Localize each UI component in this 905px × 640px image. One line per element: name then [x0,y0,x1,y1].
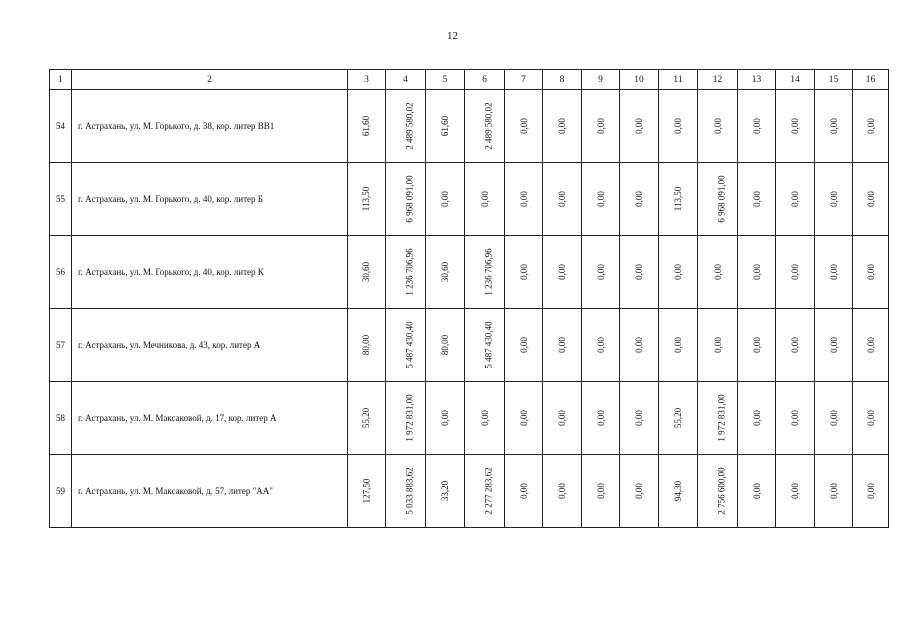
value-cell [426,455,465,528]
value-cell [776,455,815,528]
table-row [50,309,889,382]
value-cell [620,163,659,236]
address-cell: г. Астрахань, ул. М. Максаковой, д. 57, литер "АА" [72,455,348,528]
value-text: 0,00 [595,410,606,426]
value-cell [776,309,815,382]
header-cell: 6 [465,70,505,90]
value-text: 0,00 [557,483,567,499]
value-text: 0,00 [712,118,723,134]
address-cell: г. Астрахань, ул. Мечникова, д. 43, кор. литер А [72,309,348,382]
value-text: 6 968 091,00 [404,175,415,223]
header-cell: 1 [50,70,72,90]
address-cell: г. Астрахань, ул. М. Максаковой, д. 17, кор. литер А [72,382,348,455]
value-cell [659,382,698,455]
value-text: 0,00 [634,191,644,207]
value-text: 0,00 [828,118,839,134]
value-cell [348,163,386,236]
value-text: 5 033 883,62 [404,467,415,515]
value-cell [698,236,738,309]
value-text: 0,00 [518,483,529,499]
value-cell [543,163,582,236]
value-cell [815,382,853,455]
table-row [50,382,889,455]
value-cell [465,455,505,528]
value-cell [386,163,426,236]
value-cell [582,382,620,455]
value-text: 0,00 [828,337,839,353]
value-cell [465,382,505,455]
value-cell [698,309,738,382]
value-cell [426,163,465,236]
header-cell: 9 [582,70,620,90]
value-text: 0,00 [518,410,529,426]
value-cell [505,90,543,163]
value-cell [776,163,815,236]
value-text: 0,00 [479,410,490,426]
value-text: 0,00 [595,118,606,134]
value-cell [582,90,620,163]
table-row [50,163,889,236]
value-cell [853,382,889,455]
value-text: 94,30 [673,480,683,502]
value-cell [505,382,543,455]
value-text: 0,00 [557,191,567,207]
value-cell [505,163,543,236]
value-text: 0,00 [673,337,683,353]
value-cell [543,90,582,163]
value-cell [348,455,386,528]
value-cell [853,309,889,382]
value-text: 0,00 [634,118,644,134]
value-cell [348,236,386,309]
value-cell [505,455,543,528]
value-cell [659,90,698,163]
value-text: 0,00 [865,410,876,426]
value-text: 0,00 [557,118,567,134]
value-text: 2 756 600,00 [716,467,727,515]
value-cell [659,455,698,528]
value-cell [815,455,853,528]
value-cell [386,455,426,528]
value-text: 2 489 580,02 [483,102,494,150]
value-text: 5 487 430,40 [404,321,415,369]
value-text: 113,50 [361,186,372,212]
table-row [50,236,889,309]
value-text: 0,00 [751,337,762,353]
value-text: 113,50 [672,186,683,212]
value-text: 61,60 [440,115,450,137]
value-text: 80,00 [440,334,450,356]
value-cell [505,309,543,382]
table-body [50,90,889,528]
value-cell [659,309,698,382]
value-text: 0,00 [634,264,644,280]
header-cell: 12 [698,70,738,90]
value-text: 0,00 [440,410,450,426]
value-cell [543,455,582,528]
value-text: 2 277 283,62 [483,467,494,515]
header-row [50,70,889,90]
value-cell [465,309,505,382]
header-cell: 8 [543,70,582,90]
header-cell: 16 [853,70,889,90]
value-cell [465,90,505,163]
value-cell [620,90,659,163]
value-cell [426,236,465,309]
table-row [50,455,889,528]
address-cell: г. Астрахань, ул. М. Горького, д. 40, кор. литер Б [72,163,348,236]
value-text: 1 236 706,96 [404,248,415,296]
value-text: 0,00 [790,264,800,280]
value-text: 0,00 [518,191,529,207]
header-cell: 4 [386,70,426,90]
value-cell [853,163,889,236]
value-text: 0,00 [790,337,800,353]
address-cell: г. Астрахань, ул. М. Горького, д. 40, кор. литер К [72,236,348,309]
value-cell [738,90,776,163]
value-text: 80,00 [361,334,372,356]
value-cell [815,236,853,309]
value-cell [543,236,582,309]
value-text: 0,00 [828,191,839,207]
value-text: 0,00 [634,337,644,353]
value-cell [738,455,776,528]
value-text: 0,00 [634,410,644,426]
value-text: 0,00 [518,337,529,353]
header-cell: 14 [776,70,815,90]
value-text: 30,60 [361,261,372,283]
value-cell [776,236,815,309]
value-cell [853,236,889,309]
value-text: 1 972 831,00 [404,394,415,442]
value-cell [386,236,426,309]
data-table [49,69,889,528]
value-text: 55,20 [673,407,683,429]
value-text: 0,00 [712,264,723,280]
value-cell [465,163,505,236]
value-text: 0,00 [828,264,839,280]
value-text: 0,00 [865,118,876,134]
value-text: 0,00 [865,191,876,207]
value-text: 0,00 [595,264,606,280]
value-cell [738,382,776,455]
value-cell [776,382,815,455]
value-text: 33,20 [440,480,450,502]
value-text: 0,00 [865,264,876,280]
value-text: 0,00 [673,118,683,134]
value-text: 0,00 [751,264,762,280]
value-cell [582,455,620,528]
value-text: 0,00 [557,337,567,353]
value-text: 0,00 [790,483,800,499]
value-text: 0,00 [751,483,762,499]
row-number-cell: 54 [50,90,72,163]
value-text: 0,00 [440,191,450,207]
value-text: 0,00 [595,337,606,353]
value-cell [582,163,620,236]
value-text: 0,00 [865,337,876,353]
value-cell [620,236,659,309]
header-cell: 3 [348,70,386,90]
value-cell [620,455,659,528]
value-cell [698,455,738,528]
value-cell [348,309,386,382]
header-cell: 13 [738,70,776,90]
row-number-cell: 55 [50,163,72,236]
value-cell [582,236,620,309]
value-text: 0,00 [828,483,839,499]
value-cell [386,309,426,382]
value-text: 5 487 430,40 [483,321,494,369]
value-cell [465,236,505,309]
value-text: 55,20 [361,407,372,429]
header-cell: 7 [505,70,543,90]
value-cell [505,236,543,309]
value-cell [815,309,853,382]
value-cell [853,90,889,163]
value-text: 0,00 [518,118,529,134]
value-cell [776,90,815,163]
header-cell: 15 [815,70,853,90]
value-text: 0,00 [828,410,839,426]
value-cell [659,163,698,236]
value-text: 0,00 [790,118,800,134]
value-cell [698,163,738,236]
value-text: 0,00 [751,410,762,426]
value-text: 0,00 [479,191,490,207]
value-text: 2 489 580,02 [404,102,415,150]
value-cell [815,90,853,163]
value-cell [738,236,776,309]
value-cell [426,90,465,163]
value-cell [386,90,426,163]
header-cell: 5 [426,70,465,90]
value-cell [348,90,386,163]
value-cell [543,309,582,382]
value-text: 0,00 [790,191,800,207]
value-text: 0,00 [595,191,606,207]
header-cell: 2 [72,70,348,90]
value-cell [386,382,426,455]
value-text: 0,00 [712,337,723,353]
value-text: 1 236 706,96 [483,248,494,296]
value-cell [543,382,582,455]
value-text: 127,50 [361,478,372,504]
value-cell [738,163,776,236]
value-cell [348,382,386,455]
value-text: 0,00 [751,191,762,207]
value-text: 0,00 [557,264,567,280]
value-text: 0,00 [673,264,683,280]
row-number-cell: 58 [50,382,72,455]
value-text: 0,00 [634,483,644,499]
value-cell [659,236,698,309]
address-cell: г. Астрахань, ул. М. Горького, д. 38, кор. литер ВВ1 [72,90,348,163]
value-cell [815,163,853,236]
page-number: 12 [447,30,458,42]
value-cell [426,382,465,455]
header-cell: 11 [659,70,698,90]
value-cell [426,309,465,382]
value-cell [620,309,659,382]
value-text: 0,00 [518,264,529,280]
value-cell [698,382,738,455]
value-cell [582,309,620,382]
header-cell: 10 [620,70,659,90]
value-text: 61,60 [361,115,372,137]
row-number-cell: 56 [50,236,72,309]
value-text: 1 972 831,00 [716,394,727,442]
table-row [50,90,889,163]
value-text: 0,00 [751,118,762,134]
value-cell [738,309,776,382]
value-text: 30,60 [440,261,450,283]
value-text: 0,00 [790,410,800,426]
value-cell [853,455,889,528]
value-text: 0,00 [865,483,876,499]
value-text: 0,00 [595,483,606,499]
row-number-cell: 57 [50,309,72,382]
row-number-cell: 59 [50,455,72,528]
value-text: 0,00 [557,410,567,426]
value-cell [620,382,659,455]
value-cell [698,90,738,163]
value-text: 6 968 091,00 [716,175,727,223]
